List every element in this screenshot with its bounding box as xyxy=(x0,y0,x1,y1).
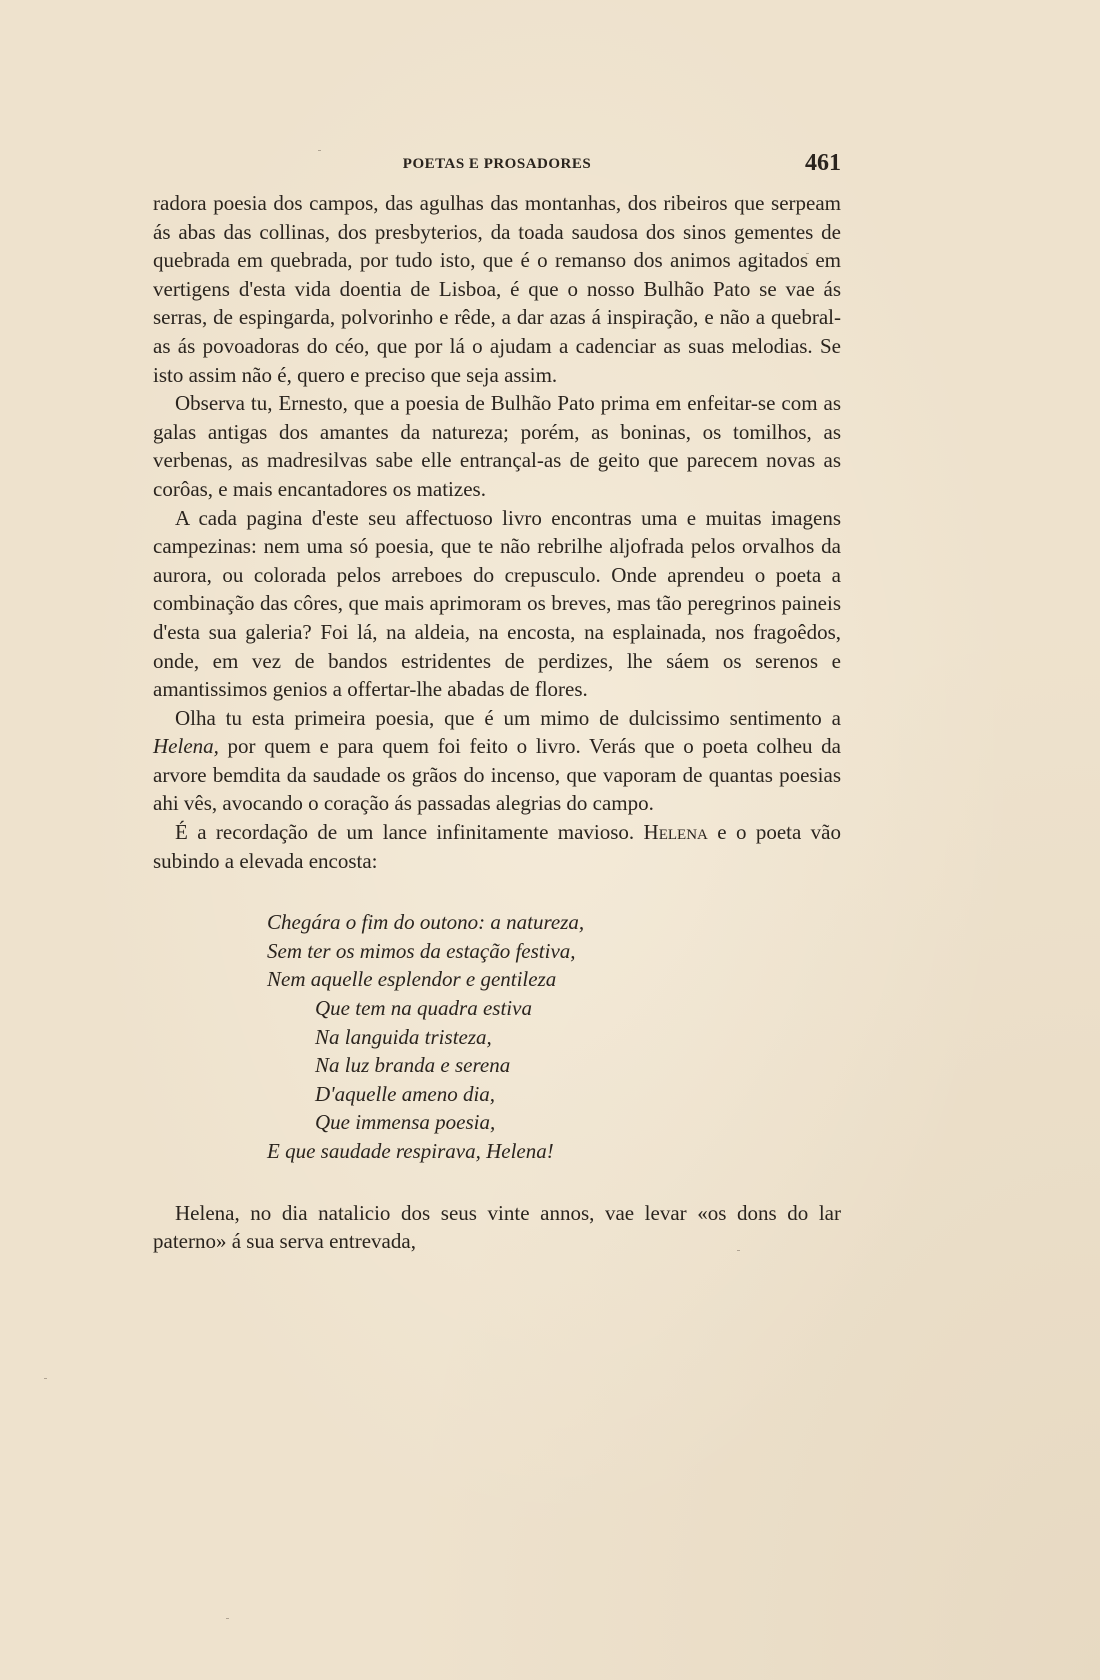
italic-name-helena: Helena, xyxy=(153,734,219,759)
verse-line: Que immensa poesia, xyxy=(315,1110,496,1135)
paper-speck xyxy=(318,150,321,151)
paper-speck xyxy=(806,253,809,254)
paragraph-closing: Helena, no dia natalicio dos seus vinte annos, vae levar «os dons do lar paterno» á sua serva entrevada, xyxy=(153,1200,841,1254)
verse-line: Chegára o fim do outono: a natureza, xyxy=(267,910,585,935)
verse-line: E que saudade respirava, Helena! xyxy=(267,1139,554,1163)
page-number: 461 xyxy=(805,150,841,176)
paragraph-text-before: Olha tu esta primeira poesia, que é um mimo de dulcissimo sentimento a xyxy=(175,705,841,730)
running-head: POETAS E PROSADORES xyxy=(402,156,592,172)
verse-line: Sem ter os mimos da estação festiva, xyxy=(267,938,576,963)
paragraph-continuation: radora poesia dos campos, das agulhas das montanhas, dos ribeiros que serpeam ás abas das collinas, dos presbyterios, da toada saudosa dos sinos gementes de quebrada em quebrada, por tudo isto, que é o remanso dos animos agitados em vertigens d'esta vida doentia de Lisboa, é que o nosso Bulhão Pato se vae ás serras, de espingarda, polvorinho e rêde, a dar azas á inspiração, e não a quebral-as ás povoadoras do céo, que por lá o ajudam a cadenciar as suas melodias. Se isto assim não é, quero e preciso que seja assim. xyxy=(153,191,841,387)
verse-line: Que tem na quadra estiva xyxy=(315,996,532,1021)
verse-line: Na languida tristeza, xyxy=(315,1024,492,1049)
verse-line: Nem aquelle esplendor e gentileza xyxy=(267,967,557,992)
paper-speck xyxy=(737,1250,740,1251)
paragraph-text-after: por quem e para quem foi feito o livro. Verás que o poeta colheu da arvore bemdita da saudade os grãos do incenso, que vaporam de quantas poesias ahi vês, avocando o coração ás passadas alegrias do campo. xyxy=(153,734,841,816)
paragraph-observa: Observa tu, Ernesto, que a poesia de Bulhão Pato prima em enfeitar-se com as galas antigas dos amantes da natureza; porém, as boninas, os tomilhos, as verbenas, as madresilvas sabe elle entrançal-as de geito que parecem novas as corôas, e mais encantadores os matizes. xyxy=(153,391,841,501)
paragraph-olha-tu xyxy=(153,704,841,818)
paper-speck xyxy=(226,1618,229,1619)
verse-line: Na luz branda e serena xyxy=(315,1053,511,1078)
body-text xyxy=(153,189,841,1256)
paragraph-recordacao xyxy=(153,818,841,875)
paragraph-text-after: e o poeta vão subindo a elevada encosta: xyxy=(153,820,841,873)
page-header xyxy=(153,150,841,180)
paragraph-text-before: É a recordação de um lance infinitamente mavioso. xyxy=(175,820,644,845)
verse-line: D'aquelle ameno dia, xyxy=(315,1081,496,1106)
small-caps-name-helena: Helena xyxy=(643,820,708,845)
paper-speck xyxy=(44,1378,47,1379)
paragraph-a-cada-pagina: A cada pagina d'este seu affectuoso livro encontras uma e muitas imagens campezinas: nem uma só poesia, que te não rebrilhe aljofrada pelos orvalhos da aurora, ou colorada pelos arreboes do crepusculo. Onde aprendeu o poeta a combinação das côres, que mais aprimoram os breves, mas tão peregrinos paineis d'esta sua galeria? Foi lá, na aldeia, na encosta, na esplainada, nos fragoêdos, onde, em vez de bandos estridentes de perdizes, lhe sáem os serenos e amantissimos genios a offertar-lhe abadas de flores. xyxy=(153,505,841,702)
verse-stanza xyxy=(153,908,841,1165)
